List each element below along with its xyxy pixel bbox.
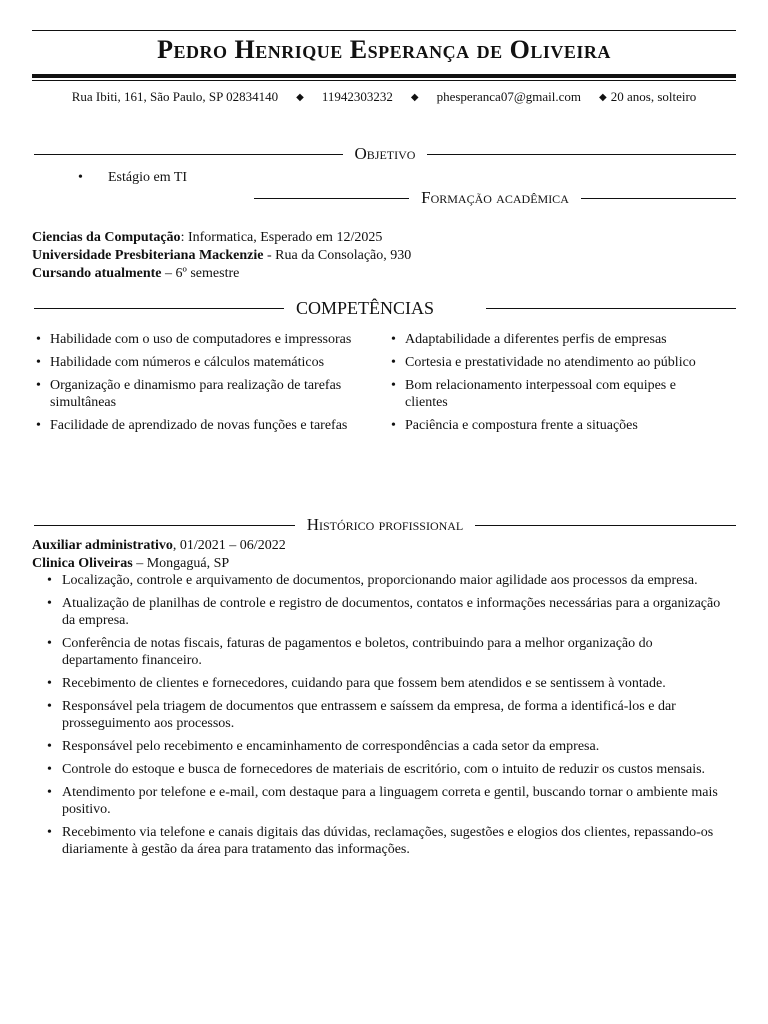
address: Rua Ibiti, 161, São Paulo, SP 02834140 (71, 89, 279, 104)
name-underline-thick (32, 74, 736, 78)
list-item: • Recebimento via telefone e canais digitais das dúvidas, reclamações, sugestões e elogios dos clientes, repassando-os diariamente à gestão da área para tratamento das informações. (32, 824, 724, 858)
list-item: • Facilidade de aprendizado de novas funções e tarefas (34, 417, 354, 434)
list-item: • Controle do estoque e busca de fornecedores de materiais de escritório, com o intuito de reduzir os custos mensais. (32, 761, 724, 778)
divider (34, 525, 295, 526)
list-item: • Adaptabilidade a diferentes perfis de empresas (389, 331, 709, 348)
list-item: • Recebimento de clientes e fornecedores, cuidando para que fossem bem atendidos e se sentissem à vontade. (32, 675, 724, 692)
divider (34, 154, 343, 155)
section-title: Objetivo (354, 144, 416, 163)
list-item: • Habilidade com o uso de computadores e impressoras (34, 331, 354, 348)
list-item: • Atualização de planilhas de controle e registro de documentos, contatos e informações necessárias para a organização da empresa. (32, 595, 724, 629)
divider (475, 525, 736, 526)
company-location: – Mongaguá, SP (132, 556, 230, 571)
divider (254, 198, 409, 199)
competencias-left (34, 331, 354, 440)
name-underline-thin (32, 80, 736, 81)
formacao-details (32, 229, 732, 283)
historico-header (32, 537, 732, 573)
phone: 11942303232 (321, 89, 393, 104)
objetivo-list (76, 169, 376, 187)
company-name: Clinica Oliveiras (32, 556, 133, 571)
list-item: • Organização e dinamismo para realização de tarefas simultâneas (34, 377, 354, 411)
section-competencias-heading (34, 297, 736, 319)
list-item: • Bom relacionamento interpessoal com equipes e clientes (389, 377, 709, 411)
email: phesperanca07@gmail.com (436, 89, 582, 104)
diamond-icon: ◆ (599, 91, 607, 103)
university-detail: - Rua da Consolação, 930 (263, 248, 412, 263)
list-item: • Responsável pela triagem de documentos que entrassem e saíssem da empresa, de forma a identificá-los e dar prosseguimento aos processos. (32, 698, 724, 732)
top-rule (32, 30, 736, 31)
status-detail: – 6º semestre (161, 266, 240, 281)
job-role: Auxiliar administrativo (32, 538, 173, 553)
section-title: Formação acadêmica (421, 188, 569, 207)
section-historico-heading (34, 514, 736, 536)
historico-list (32, 572, 724, 864)
job-period: , 01/2021 – 06/2022 (172, 538, 286, 553)
diamond-icon: ◆ (410, 91, 419, 103)
course-label: Ciencias da Computação (32, 230, 181, 245)
section-formacao-heading (34, 187, 736, 209)
divider (581, 198, 736, 199)
section-title: Histórico profissional (306, 515, 464, 534)
list-item: • Habilidade com números e cálculos matemáticos (34, 354, 354, 371)
divider (486, 308, 736, 309)
section-title: COMPETÊNCIAS (296, 298, 435, 318)
university-name: Universidade Presbiteriana Mackenzie (32, 248, 264, 263)
competencias-right (389, 331, 709, 440)
section-objetivo-heading (34, 143, 736, 165)
list-item: • Conferência de notas fiscais, faturas de pagamentos e boletos, contribuindo para a melhor organização do departamento financeiro. (32, 635, 724, 669)
personal-info: 20 anos, solteiro (610, 89, 697, 104)
course-detail: : Informatica, Esperado em 12/2025 (180, 230, 383, 245)
list-item: • Responsável pelo recebimento e encaminhamento de correspondências a cada setor da empresa. (32, 738, 724, 755)
list-item: • Atendimento por telefone e e-mail, com destaque para a linguagem correta e gentil, buscando tornar o ambiente mais positivo. (32, 784, 724, 818)
status-label: Cursando atualmente (32, 266, 162, 281)
divider (34, 308, 284, 309)
list-item: • Cortesia e prestatividade no atendimento ao público (389, 354, 709, 371)
contact-line (32, 87, 736, 107)
list-item: • Estágio em TI (76, 169, 376, 187)
list-item: • Paciência e compostura frente a situações (389, 417, 709, 434)
divider (427, 154, 736, 155)
candidate-name: Pedro Henrique Esperança de Oliveira (157, 35, 611, 64)
list-item: • Localização, controle e arquivamento de documentos, proporcionando maior agilidade aos processos da empresa. (32, 572, 724, 589)
diamond-icon: ◆ (296, 91, 304, 103)
